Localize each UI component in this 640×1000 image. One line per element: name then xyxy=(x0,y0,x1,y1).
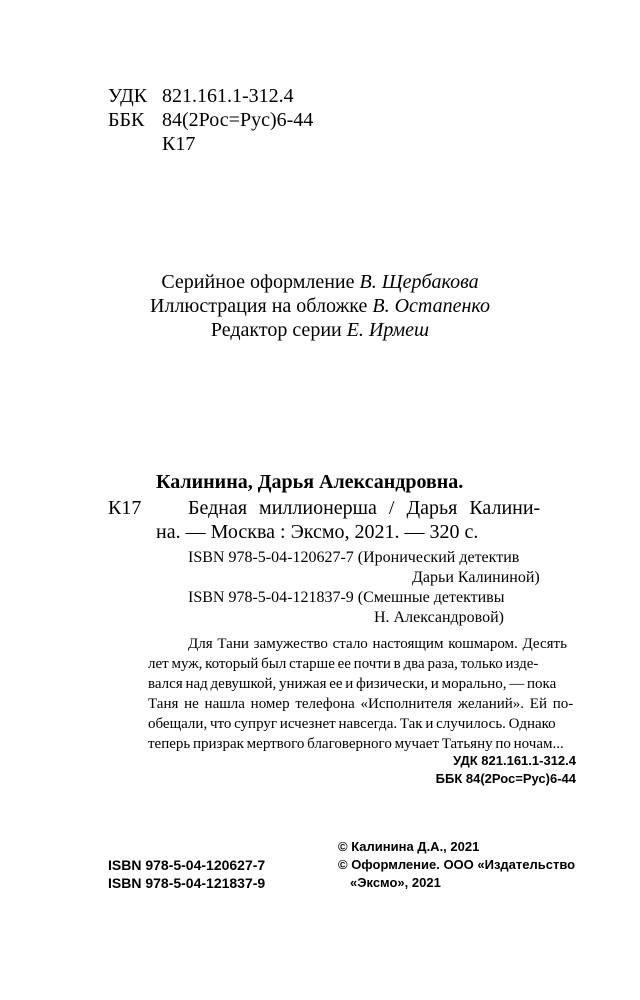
copyright-block xyxy=(338,838,575,892)
editor-name: Е. Ирмеш xyxy=(346,319,430,341)
annotation-line: Таня не нашла номер телефона «Исполнителя желаний». Ей по- xyxy=(148,696,574,712)
isbn-entry-2 xyxy=(188,588,504,628)
isbn-entry-1 xyxy=(188,548,540,588)
annotation-line: вался над девушкой, унижая ее и физически, и морально, — пока xyxy=(148,676,557,692)
cover-name: В. Остапенко xyxy=(372,295,490,317)
bib-title-text-1: Бедная миллионерша / Дарья Калини- xyxy=(188,497,541,519)
annotation-bbk: ББК 84(2Рос=Рус)6-44 xyxy=(435,771,576,786)
footer-isbn-2: ISBN 978-5-04-121837-9 xyxy=(108,875,266,891)
annotation-line: теперь призрак мертвого благоверного мучает Татьяну по ночам... xyxy=(148,736,564,752)
bbk-line xyxy=(108,108,313,132)
annotation-line: Для Тани замужество стало настоящим кошмаром. Десять xyxy=(188,636,567,652)
copyright-author: © Калинина Д.А., 2021 xyxy=(338,839,480,854)
editor-credit xyxy=(60,318,580,342)
copyright-design: © Оформление. ООО «Издательство xyxy=(338,857,576,872)
bbk-label: ББК xyxy=(108,109,145,131)
design-credit xyxy=(60,270,580,294)
author-heading: Калинина, Дарья Александровна. xyxy=(156,471,464,493)
bbk-value: 84(2Рос=Рус)6-44 xyxy=(162,109,314,131)
cover-label: Иллюстрация на обложке xyxy=(150,295,368,317)
author-mark: К17 xyxy=(162,133,196,155)
copyright-publisher: «Эксмо», 2021 xyxy=(350,875,441,890)
isbn-entry-1-series: Дарьи Калининой) xyxy=(412,569,540,586)
annotation-udk: УДК 821.161.1-312.4 xyxy=(453,753,576,768)
bib-author-mark: К17 xyxy=(108,497,142,519)
bib-title-line-2: на. — Москва : Эксмо, 2021. — 320 с. xyxy=(156,521,479,543)
annotation-line: лет муж, который был старше ее почти в два раза, только изде- xyxy=(148,656,539,672)
author-mark-line xyxy=(108,132,313,156)
annotation xyxy=(148,634,574,754)
udk-line xyxy=(108,84,313,108)
udk-value: 821.161.1-312.4 xyxy=(162,85,294,107)
cover-credit xyxy=(60,294,580,318)
annotation-codes xyxy=(376,752,576,788)
editor-label: Редактор серии xyxy=(210,319,342,341)
design-name: В. Щербакова xyxy=(359,271,479,293)
classification-block xyxy=(108,84,313,156)
bib-title-line-1 xyxy=(188,496,574,520)
footer-isbn-block xyxy=(108,856,265,892)
isbn-entry-2-line: ISBN 978-5-04-121837-9 (Смешные детективы xyxy=(188,589,505,606)
isbn-entry-1-line: ISBN 978-5-04-120627-7 (Иронический детектив xyxy=(188,549,520,566)
udk-label: УДК xyxy=(108,85,148,107)
design-label: Серийное оформление xyxy=(161,271,355,293)
isbn-entry-2-series: Н. Александровой) xyxy=(374,609,505,626)
annotation-line: обещали, что супруг исчезнет навсегда. Так и случилось. Однако xyxy=(148,716,556,732)
footer-isbn-1: ISBN 978-5-04-120627-7 xyxy=(108,857,266,873)
credits-block xyxy=(60,270,580,342)
